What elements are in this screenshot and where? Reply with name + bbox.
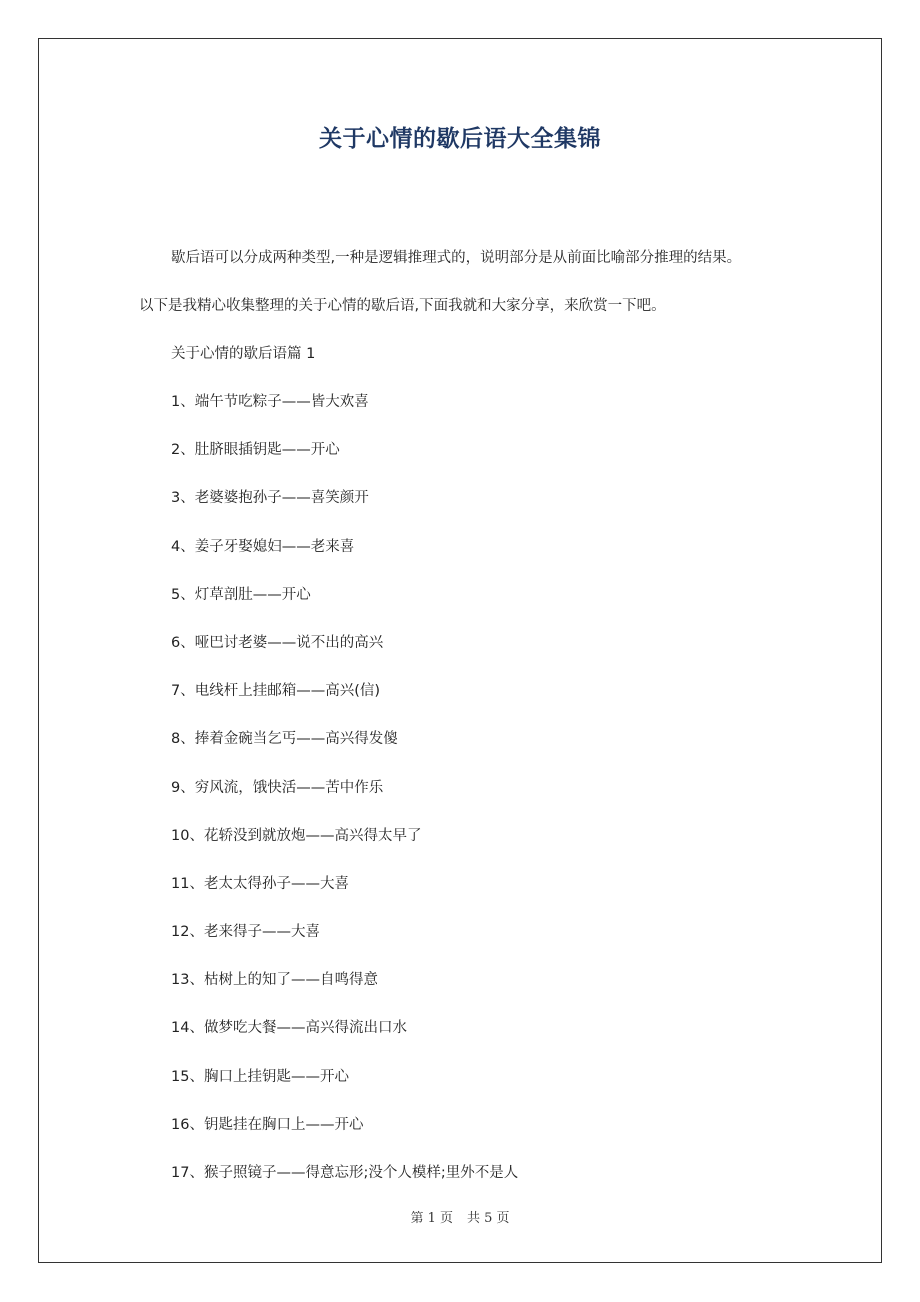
page-footer	[38, 1207, 882, 1226]
intro-paragraph-2: 以下是我精心收集整理的关于心情的歇后语,下面我就和大家分享，来欣赏一下吧。	[139, 298, 666, 314]
proverb-item-3: 3、老婆婆抱孙子——喜笑颜开	[171, 490, 369, 507]
proverb-item-16: 16、钥匙挂在胸口上——开心	[171, 1116, 364, 1133]
proverb-item-10: 10、花轿没到就放炮——高兴得太早了	[171, 827, 422, 844]
section-heading: 关于心情的歇后语篇 1	[171, 346, 316, 362]
total-page-count: 共 5 页	[467, 1211, 510, 1226]
proverb-item-14: 14、做梦吃大餐——高兴得流出口水	[171, 1020, 407, 1037]
proverb-item-2: 2、肚脐眼插钥匙——开心	[171, 442, 340, 459]
intro-paragraph-1: 歇后语可以分成两种类型,一种是逻辑推理式的，说明部分是从前面比喻部分推理的结果。	[171, 250, 742, 266]
proverb-item-8: 8、捧着金碗当乞丐——高兴得发傻	[171, 731, 398, 748]
current-page-number: 第 1 页	[410, 1211, 453, 1226]
proverb-item-6: 6、哑巴讨老婆——说不出的高兴	[171, 634, 384, 651]
proverb-list	[171, 392, 518, 1211]
proverb-item-5: 5、灯草剖肚——开心	[171, 586, 311, 603]
proverb-item-11: 11、老太太得孙子——大喜	[171, 875, 349, 892]
proverb-item-9: 9、穷风流，饿快活——苦中作乐	[171, 779, 384, 796]
proverb-item-15: 15、胸口上挂钥匙——开心	[171, 1068, 349, 1085]
proverb-item-1: 1、端午节吃粽子——皆大欢喜	[171, 394, 369, 410]
document-title: 关于心情的歇后语大全集锦	[319, 126, 601, 152]
proverb-item-7: 7、电线杆上挂邮箱——高兴(信)	[171, 683, 381, 700]
proverb-item-12: 12、老来得子——大喜	[171, 924, 320, 941]
proverb-item-17: 17、猴子照镜子——得意忘形;没个人模样;里外不是人	[171, 1165, 519, 1181]
proverb-item-4: 4、姜子牙娶媳妇——老来喜	[171, 538, 355, 555]
proverb-item-13: 13、枯树上的知了——自鸣得意	[171, 972, 378, 989]
